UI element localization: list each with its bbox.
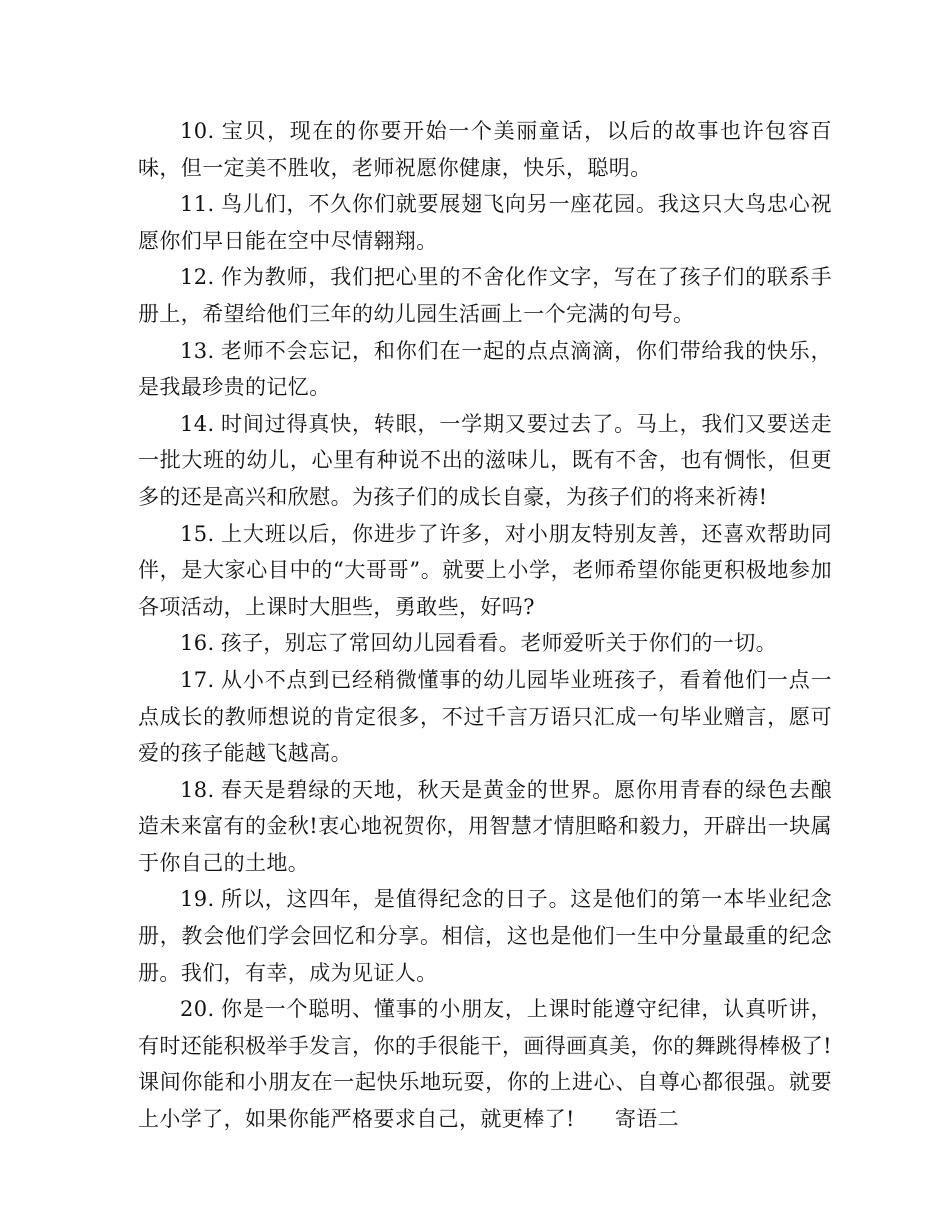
paragraph-text: 从小不点到已经稍微懂事的幼儿园毕业班孩子，看着他们一点一点成长的教师想说的肯定很多，不过千言万语只汇成一句毕业赠言，愿可爱的孩子能越飞越高。	[138, 667, 832, 766]
paragraph-14	[138, 406, 832, 516]
section-heading-tail: 寄语二	[614, 1107, 680, 1132]
paragraph-13	[138, 333, 832, 406]
paragraph-11	[138, 186, 832, 259]
paragraph-12	[138, 259, 832, 332]
paragraph-text: 你是一个聪明、懂事的小朋友，上课时能遵守纪律，认真听讲，有时还能积极举手发言，你的手很能干，画得画真美，你的舞跳得棒极了!课间你能和小朋友在一起快乐地玩耍，你的上进心、自尊心都很强。就要上小学了，如果你能严格要求自己，就更棒了!	[138, 997, 832, 1132]
paragraph-18	[138, 772, 832, 882]
paragraph-number: 15.	[180, 521, 215, 546]
paragraph-number: 14.	[180, 411, 215, 436]
paragraph-text: 时间过得真快，转眼，一学期又要过去了。马上，我们又要送走一批大班的幼儿，心里有种说不出的滋味儿，既有不舍，也有惆怅，但更多的还是高兴和欣慰。为孩子们的成长自豪，为孩子们的将来祈祷!	[138, 411, 832, 509]
paragraph-number: 20.	[180, 997, 215, 1022]
paragraph-number: 19.	[180, 887, 215, 912]
paragraph-text: 春天是碧绿的天地，秋天是黄金的世界。愿你用青春的绿色去酿造未来富有的金秋!衷心地祝贺你，用智慧才情胆略和毅力，开辟出一块属于你自己的土地。	[138, 777, 832, 875]
paragraph-number: 11.	[180, 192, 215, 217]
paragraph-number: 16.	[180, 631, 215, 656]
document-body	[138, 113, 832, 1138]
paragraph-15	[138, 516, 832, 626]
paragraph-text: 作为教师，我们把心里的不舍化作文字，写在了孩子们的联系手册上，希望给他们三年的幼儿园生活画上一个完满的句号。	[138, 265, 832, 326]
paragraph-number: 17.	[180, 667, 215, 692]
paragraph-text: 鸟儿们，不久你们就要展翅飞向另一座花园。我这只大鸟忠心祝愿你们早日能在空中尽情翱翔。	[138, 192, 832, 253]
paragraph-number: 18.	[180, 777, 215, 802]
paragraph-10	[138, 113, 832, 186]
paragraph-text: 老师不会忘记，和你们在一起的点点滴滴，你们带给我的快乐，是我最珍贵的记忆。	[138, 338, 832, 400]
paragraph-text: 宝贝，现在的你要开始一个美丽童话，以后的故事也许包容百味，但一定美不胜收，老师祝愿你健康，快乐，聪明。	[138, 119, 832, 180]
paragraph-text: 孩子，别忘了常回幼儿园看看。老师爱听关于你们的一切。	[220, 631, 778, 656]
paragraph-19	[138, 881, 832, 991]
paragraph-17	[138, 662, 832, 772]
paragraph-number: 10.	[180, 119, 215, 143]
paragraph-text: 上大班以后，你进步了许多，对小朋友特别友善，还喜欢帮助同伴，是大家心目中的“大哥哥”。就要上小学，老师希望你能更积极地参加各项活动，上课时大胆些，勇敢些，好吗?	[138, 521, 832, 619]
paragraph-20	[138, 991, 832, 1137]
paragraph-number: 13.	[180, 338, 215, 363]
paragraph-16	[138, 625, 832, 662]
paragraph-number: 12.	[180, 265, 215, 290]
paragraph-text: 所以，这四年，是值得纪念的日子。这是他们的第一本毕业纪念册，教会他们学会回忆和分享。相信，这也是他们一生中分量最重的纪念册。我们，有幸，成为见证人。	[138, 887, 832, 985]
